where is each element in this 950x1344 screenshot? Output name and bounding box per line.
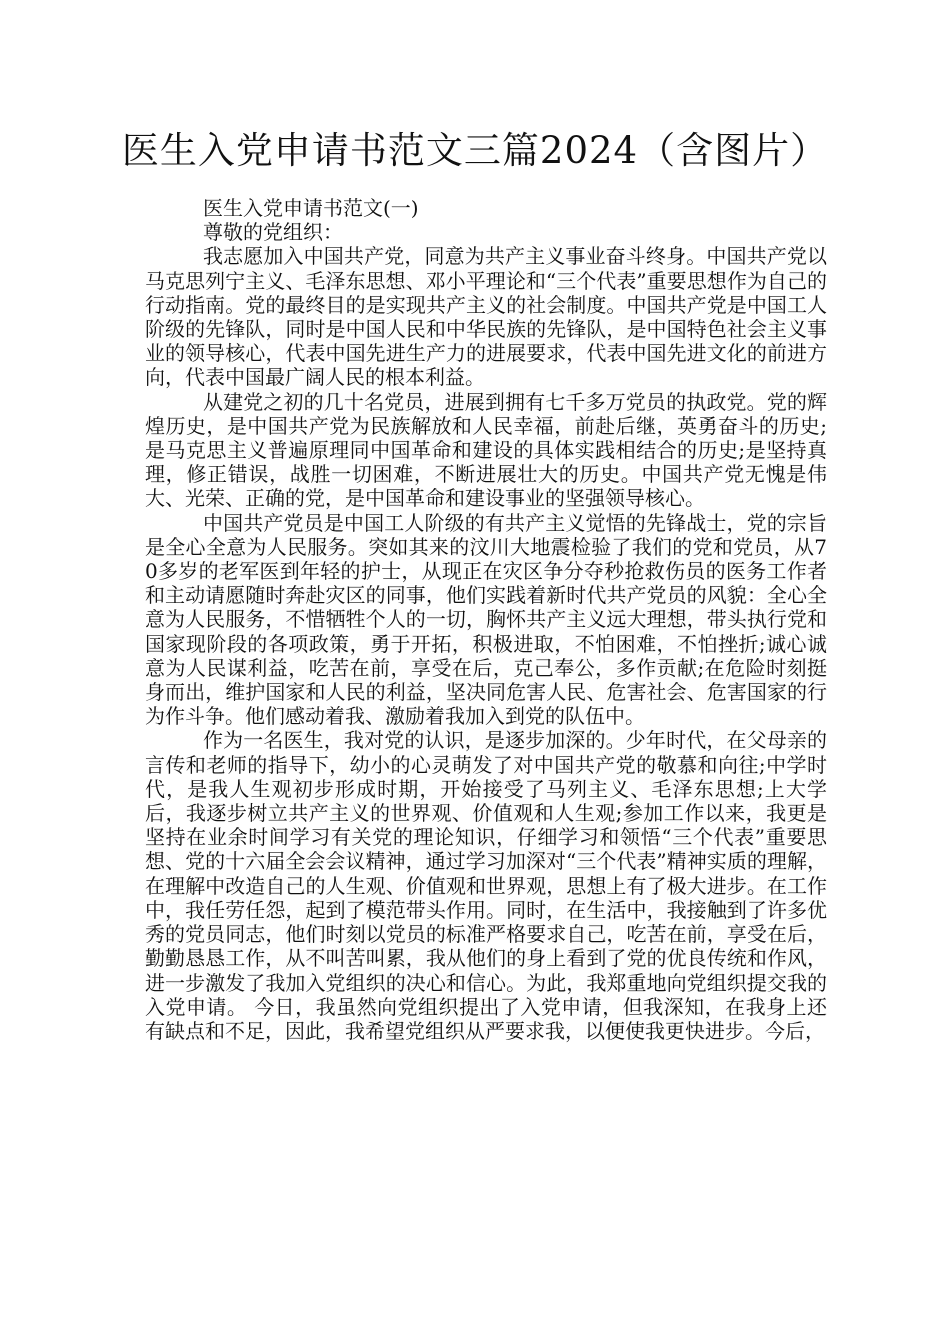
body-paragraph-4: 作为一名医生，我对党的认识，是逐步加深的。少年时代，在父母亲的言传和老师的指导下，幼小的心灵萌发了对中国共产党的敬慕和向往;中学时代，是我人生观初步形成时期，开始接受了马列主义、毛泽东思想;上大学后，我逐步树立共产主义的世界观、价值观和人生观;参加工作以来，我更是坚持在业余时间学习有关党的理论知识，仔细学习和领悟“三个代表”重要思想、党的十六届全会会议精神，通过学习加深对“三个代表”精神实质的理解，在理解中改造自己的人生观、价值观和世界观，思想上有了极大进步。在工作中，我任劳任怨，起到了模范带头作用。同时，在生活中，我接触到了许多优秀的党员同志，他们时刻以党员的标准严格要求自己，吃苦在前，享受在后，勤勤恳恳工作，从不叫苦叫累，我从他们的身上看到了党的优良传统和作风，进一步激发了我加入党组织的决心和信心。为此，我郑重地向党组织提交我的入党申请。 今日，我虽然向党组织提出了入党申请，但我深知，在我身上还有缺点和不足，因此，我希望党组织从严要求我，以便使我更快进步。今后， [145,728,827,1043]
section-heading: 医生入党申请书范文(一) [203,196,419,220]
body-paragraph-1: 我志愿加入中国共产党，同意为共产主义事业奋斗终身。中国共产党以马克思列宁主义、毛泽东思想、邓小平理论和“三个代表”重要思想作为自己的行动指南。党的最终目的是实现共产主义的社会制度。中国共产党是中国工人阶级的先锋队，同时是中国人民和中华民族的先锋队，是中国特色社会主义事业的领导核心，代表中国先进生产力的进展要求，代表中国先进文化的前进方向，代表中国最广阔人民的根本利益。 [145,244,827,390]
document-body [145,196,827,1043]
salutation: 尊敬的党组织： [203,220,343,245]
body-paragraph-3: 中国共产党员是中国工人阶级的有共产主义觉悟的先锋战士，党的宗旨是全心全意为人民服务。突如其来的汶川大地震检验了我们的党和党员，从70多岁的老军医到年轻的护士，从现正在灾区争分夺秒抢救伤员的医务工作者和主动请愿随时奔赴灾区的同事，他们实践着新时代共产党员的风貌：全心全意为人民服务，不惜牺牲个人的一切，胸怀共产主义远大理想，带头执行党和国家现阶段的各项政策，勇于开拓，积极进取，不怕困难，不怕挫折;诚心诚意为人民谋利益，吃苦在前，享受在后，克己奉公，多作贡献;在危险时刻挺身而出，维护国家和人民的利益，坚决同危害人民、危害社会、危害国家的行为作斗争。他们感动着我、激励着我加入到党的队伍中。 [145,510,827,729]
document-title: 医生入党申请书范文三篇2024（含图片） [121,129,829,172]
body-paragraph-2: 从建党之初的几十名党员，进展到拥有七千多万党员的执政党。党的辉煌历史，是中国共产党为民族解放和人民幸福，前赴后继，英勇奋斗的历史;是马克思主义普遍原理同中国革命和建设的具体实践相结合的历史;是坚持真理，修正错误，战胜一切困难，不断进展壮大的历史。中国共产党无愧是伟大、光荣、正确的党，是中国革命和建设事业的坚强领导核心。 [145,389,827,511]
